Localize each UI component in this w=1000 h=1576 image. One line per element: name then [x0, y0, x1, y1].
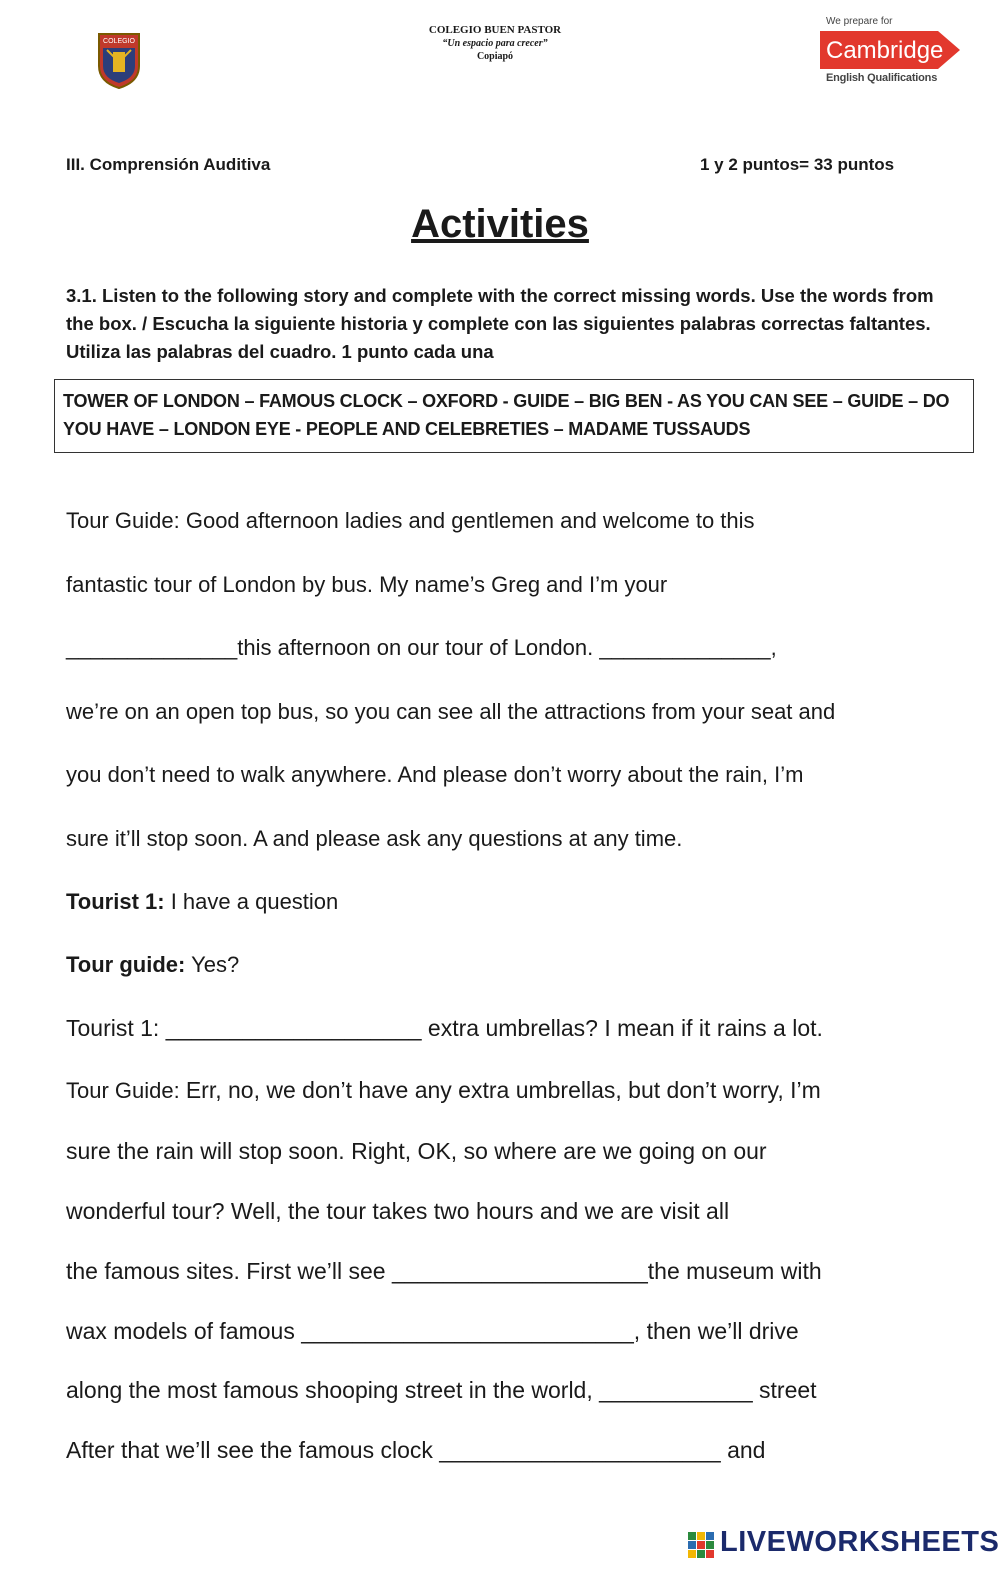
section-points: 1 y 2 puntos= 33 puntos — [700, 155, 895, 174]
story-line-3[interactable]: ______________this afternoon on our tour of London. ______________, — [66, 635, 777, 660]
story-line-4: we’re on an open top bus, so you can see all the attractions from your seat and — [66, 699, 836, 724]
svg-text:COLEGIO: COLEGIO — [103, 38, 135, 45]
word-box — [54, 379, 974, 453]
story-text: Yes? — [185, 952, 240, 977]
speaker-tourist: Tourist 1: — [66, 889, 165, 914]
cambridge-logo — [820, 14, 970, 94]
story-line-12: wonderful tour? Well, the tour takes two hours and we are visit all — [66, 1198, 730, 1224]
cambridge-tagline: We prepare for — [826, 16, 893, 27]
school-name: COLEGIO BUEN PASTOR — [428, 24, 562, 36]
instructions: 3.1. Listen to the following story and complete with the correct missing words. Use the words from the box. / Escucha la siguiente historia y complete con las siguientes palabras correctas faltantes. Utiliza las palabras del cuadro. 1 punto cada una — [66, 285, 934, 362]
school-crest — [95, 28, 143, 90]
cambridge-qualifications: English Qualifications — [826, 72, 938, 84]
story-line-13[interactable]: the famous sites. First we’ll see ____________________the museum with — [66, 1258, 822, 1284]
story-line-7 — [66, 889, 338, 915]
school-motto: “Un espacio para crecer” — [442, 38, 548, 49]
page-title: Activities — [411, 202, 589, 246]
story-line-1: Tour Guide: Good afternoon ladies and gentlemen and welcome to this — [66, 508, 755, 533]
story-line-15[interactable]: along the most famous shooping street in the world, ____________ street — [66, 1377, 817, 1403]
school-city: Copiapó — [476, 51, 514, 62]
story-text: I have a question — [164, 889, 339, 914]
liveworksheets-brand: LIVEWORKSHEETS — [720, 1526, 1000, 1558]
school-header — [395, 24, 595, 63]
story-line-2: fantastic tour of London by bus. My name’s Greg and I’m your — [66, 572, 668, 597]
story-text: Err, no, we don’t have any extra umbrellas, but don’t worry, I’m — [185, 1077, 821, 1103]
word-box-text: TOWER OF LONDON – FAMOUS CLOCK – OXFORD - GUIDE – BIG BEN - AS YOU CAN SEE – GUIDE – DO YOU HAVE – LONDON EYE - PEOPLE AND CELEBRETIES – MADAME TUSSAUDS — [63, 391, 950, 439]
story-line-14[interactable]: wax models of famous __________________________, then we’ll drive — [66, 1318, 799, 1344]
story-line-10 — [66, 1077, 821, 1104]
story-line-6: sure it’ll stop soon. A and please ask any questions at any time. — [66, 826, 683, 851]
story-line-9[interactable]: Tourist 1: ____________________ extra umbrellas? I mean if it rains a lot. — [66, 1015, 823, 1041]
cambridge-brand: Cambridge — [826, 37, 944, 64]
story-line-8 — [66, 952, 239, 978]
story-line-5: you don’t need to walk anywhere. And please don’t worry about the rain, I’m — [66, 762, 804, 787]
speaker-guide: Tour guide: — [66, 952, 186, 977]
speaker-guide: Tour Guide: — [66, 1078, 186, 1103]
story-line-16[interactable]: After that we’ll see the famous clock ______________________ and — [66, 1437, 766, 1463]
liveworksheets-icon — [688, 1532, 714, 1558]
story-line-11: sure the rain will stop soon. Right, OK, so where are we going on our — [66, 1138, 767, 1164]
section-label: III. Comprensión Auditiva — [66, 155, 271, 174]
